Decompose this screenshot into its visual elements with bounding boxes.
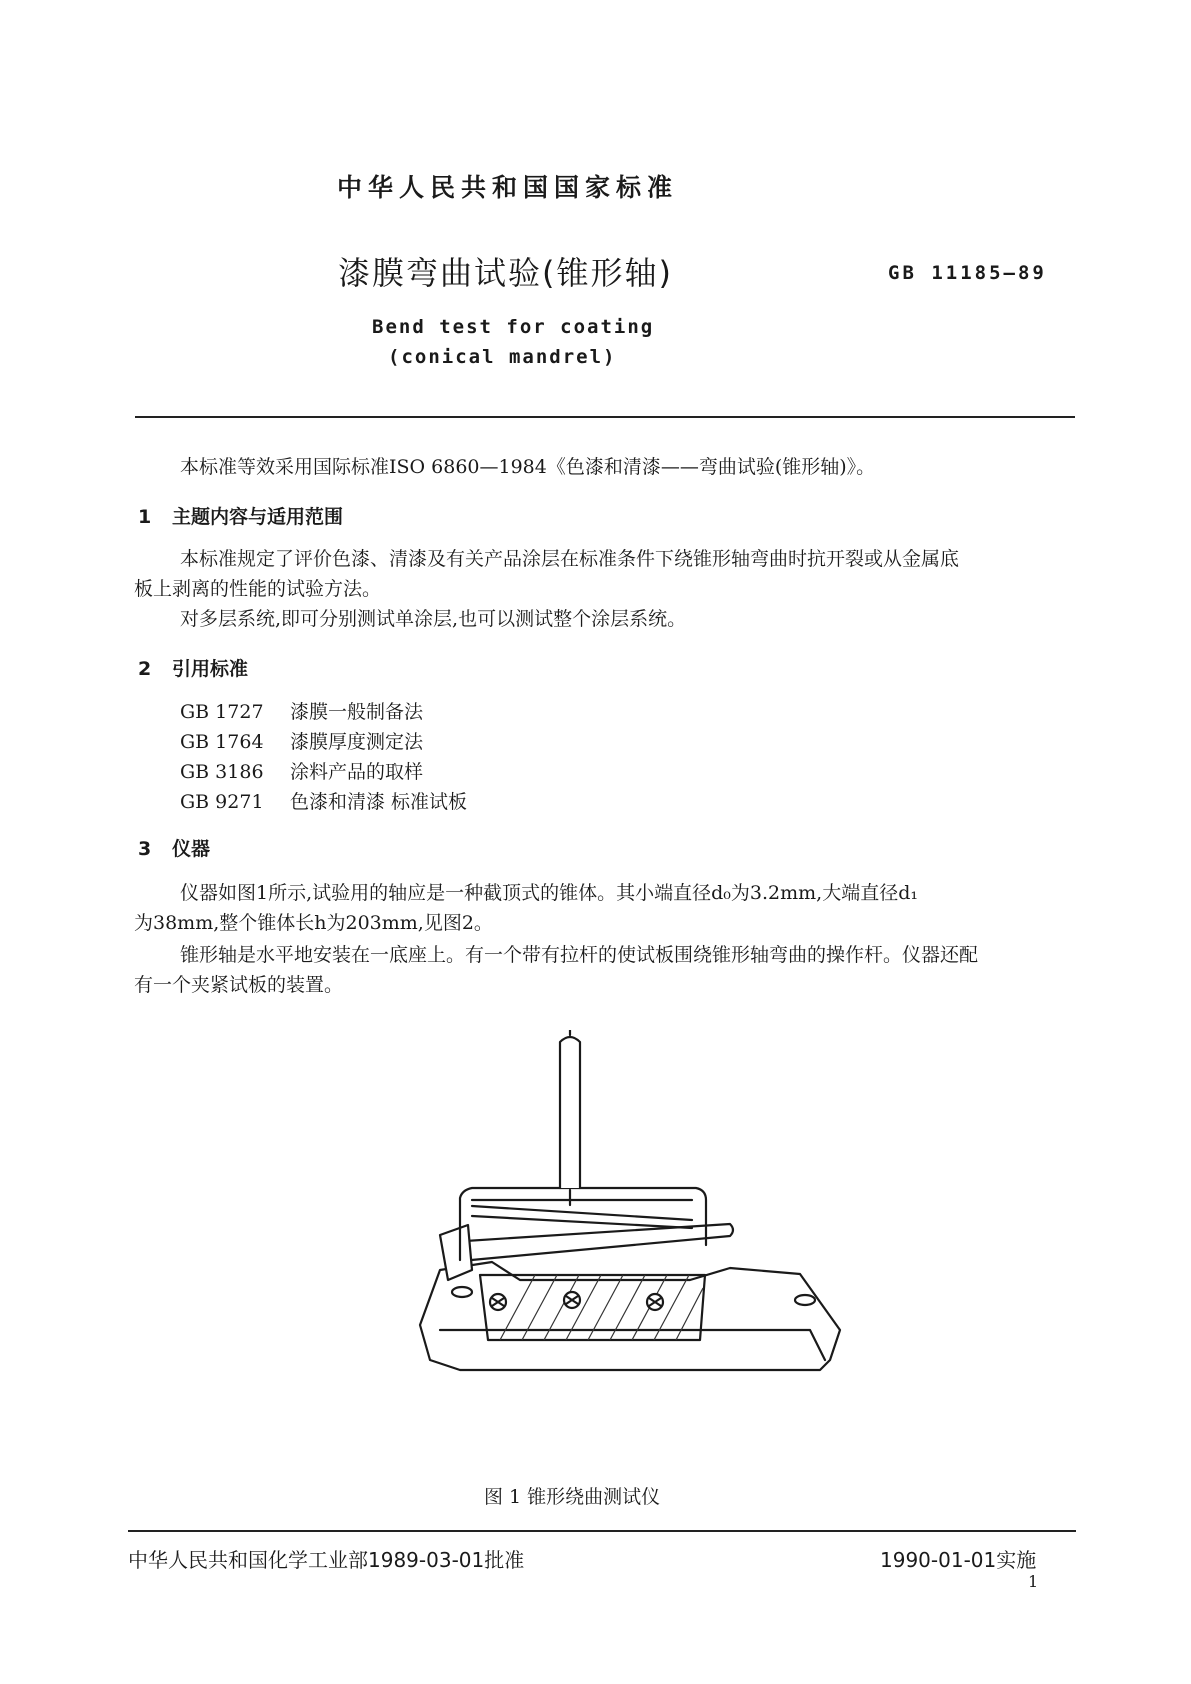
conical-mandrel-tester-figure	[400, 1030, 880, 1440]
english-title-line2: (conical mandrel)	[388, 346, 617, 368]
section-3-para1-line2: 为38mm,整个锥体长h为203mm,见图2。	[134, 912, 493, 934]
base-plate	[420, 1262, 840, 1370]
reference-code: GB 1727	[180, 701, 264, 723]
conical-mandrel	[446, 1224, 733, 1262]
effective-date: 1990-01-01实施	[880, 1548, 1037, 1572]
section-title: 主题内容与适用范围	[172, 506, 344, 528]
clamp-screw-left	[490, 1294, 506, 1310]
section-1-para2: 对多层系统,即可分别测试单涂层,也可以测试整个涂层系统。	[180, 608, 687, 630]
section-1-para1-line1: 本标准规定了评价色漆、清漆及有关产品涂层在标准条件下绕锥形轴弯曲时抗开裂或从金属底	[180, 548, 960, 570]
reference-item	[180, 697, 467, 727]
figure-caption: 图 1 锥形绕曲测试仪	[484, 1486, 661, 1508]
reference-item	[180, 787, 467, 817]
reference-name: 色漆和清漆 标准试板	[290, 791, 468, 813]
approval-notice: 中华人民共和国化学工业部1989-03-01批准	[128, 1548, 525, 1572]
reference-code: GB 3186	[180, 761, 264, 783]
intro-paragraph: 本标准等效采用国际标准ISO 6860—1984《色漆和清漆——弯曲试验(锥形轴)》。	[180, 456, 876, 478]
page-number: 1	[1028, 1572, 1039, 1591]
section-1-heading	[138, 502, 343, 529]
header-divider	[135, 416, 1075, 418]
section-title: 仪器	[172, 838, 211, 860]
section-3-para1-line1: 仪器如图1所示,试验用的轴应是一种截顶式的锥体。其小端直径d₀为3.2mm,大端直径d₁	[180, 882, 918, 904]
section-number: 1	[138, 506, 152, 528]
reference-name: 涂料产品的取样	[290, 761, 424, 783]
section-3-para2-line2: 有一个夹紧试板的装置。	[134, 974, 344, 996]
reference-item	[180, 727, 467, 757]
national-standard-label: 中华人民共和国国家标准	[337, 173, 679, 202]
mounting-slot-right	[795, 1295, 815, 1305]
standard-code: GB 11185—89	[888, 262, 1047, 284]
document-title: 漆膜弯曲试验(锥形轴)	[338, 254, 673, 292]
section-2-heading	[138, 654, 248, 681]
reference-code: GB 1764	[180, 731, 264, 753]
reference-item	[180, 757, 467, 787]
section-3-para2-line1: 锥形轴是水平地安装在一底座上。有一个带有拉杆的使试板围绕锥形轴弯曲的操作杆。仪器还配	[180, 944, 979, 966]
mounting-slot-left	[452, 1287, 472, 1297]
reference-list	[180, 697, 467, 817]
clamp-screw-right	[647, 1294, 663, 1310]
section-1-para1-line2: 板上剥离的性能的试验方法。	[134, 578, 382, 600]
english-title-line1: Bend test for coating	[372, 316, 655, 338]
clamp-screw-middle	[564, 1292, 580, 1308]
section-3-heading	[138, 834, 210, 861]
reference-name: 漆膜厚度测定法	[290, 731, 424, 753]
reference-code: GB 9271	[180, 791, 264, 813]
handle-rod	[560, 1030, 580, 1205]
footer-divider	[128, 1530, 1076, 1532]
reference-name: 漆膜一般制备法	[290, 701, 424, 723]
section-title: 引用标准	[172, 658, 249, 680]
section-number: 2	[138, 658, 152, 680]
section-number: 3	[138, 838, 152, 860]
